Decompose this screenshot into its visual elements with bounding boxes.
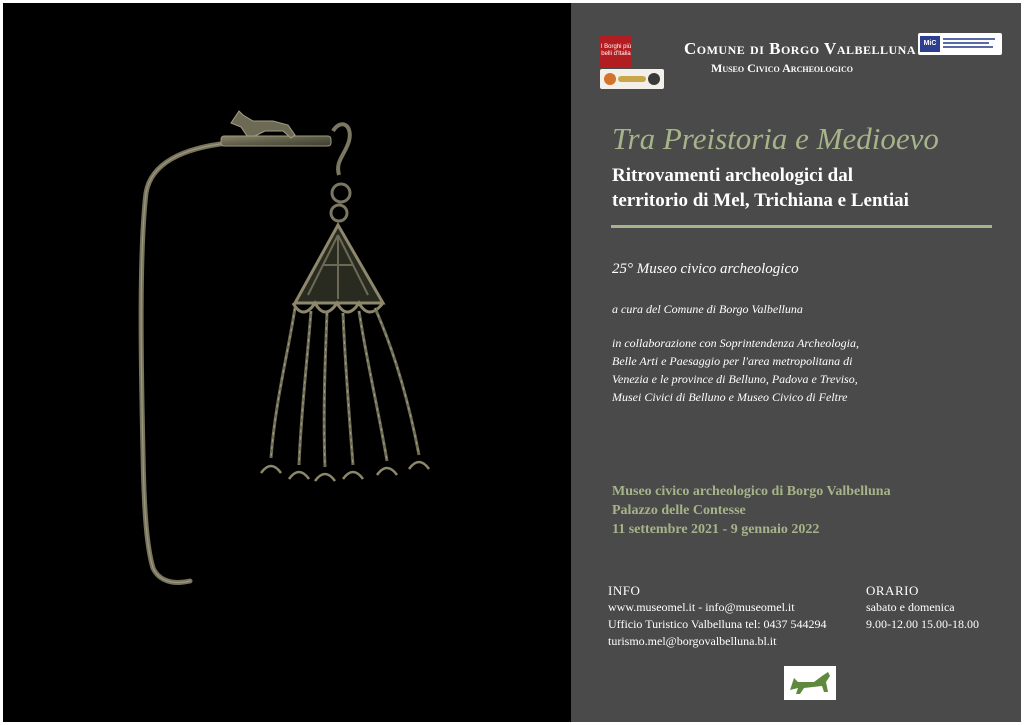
collaboration-line: in collaborazione con Soprintendenza Archeologia, — [612, 336, 859, 350]
borghi-italia-logo — [600, 35, 632, 67]
borghi-logo-text: I Borghi più belli d'Italia — [600, 44, 632, 57]
hours-days: sabato e domenica — [866, 600, 955, 614]
collaboration-text — [612, 334, 859, 406]
horse-icon — [784, 666, 836, 700]
ministry-culture-logo — [918, 33, 1002, 55]
artifact-photo — [3, 3, 571, 722]
organization-title: Comune di Borgo Valbelluna — [684, 39, 917, 58]
venue-museum: Museo civico archeologico di Borgo Valbelluna — [612, 484, 891, 499]
hours-times: 9.00-12.00 15.00-18.00 — [866, 617, 979, 631]
info-tourist-office: Ufficio Turistico Valbelluna tel: 0437 544294 — [608, 617, 827, 631]
collaboration-line: Musei Civici di Belluno e Museo Civico di Feltre — [612, 390, 848, 404]
info-web-email[interactable]: www.museomel.it - info@museomel.it — [608, 600, 795, 614]
subtitle-line-1: Ritrovamenti archeologici dal — [612, 165, 853, 186]
exhibition-subtitle — [612, 163, 1002, 213]
curated-by: a cura del Comune di Borgo Valbelluna — [612, 302, 803, 316]
info-email[interactable]: turismo.mel@borgovalbelluna.bl.it — [608, 634, 777, 648]
venue-block — [612, 482, 891, 539]
subtitle-line-2: territorio di Mel, Trichiana e Lentiai — [612, 190, 909, 211]
municipal-seal-logo — [600, 69, 664, 89]
collaboration-line: Venezia e le province di Belluno, Padova e Treviso, — [612, 372, 858, 386]
hours-block — [866, 582, 979, 633]
bronze-pin-pendant-image — [3, 3, 571, 722]
exhibition-title: Tra Preistoria e Medioevo — [612, 121, 939, 156]
ministry-text-lines-icon — [943, 37, 998, 51]
info-panel — [571, 3, 1021, 722]
info-block — [608, 582, 827, 650]
mic-badge: MiC — [920, 36, 940, 52]
hours-heading: ORARIO — [866, 583, 919, 598]
horse-figurine-logo — [784, 666, 836, 700]
exhibition-dates: 11 settembre 2021 - 9 gennaio 2022 — [612, 522, 820, 537]
venue-palace: Palazzo delle Contesse — [612, 503, 746, 518]
divider-rule — [611, 225, 992, 228]
edition-label: 25° Museo civico archeologico — [612, 261, 799, 277]
seal-emblem-icon — [602, 71, 662, 87]
info-heading: INFO — [608, 583, 641, 598]
museum-name: Museo Civico Archeologico — [711, 61, 854, 75]
collaboration-line: Belle Arti e Paesaggio per l'area metropolitana di — [612, 354, 853, 368]
